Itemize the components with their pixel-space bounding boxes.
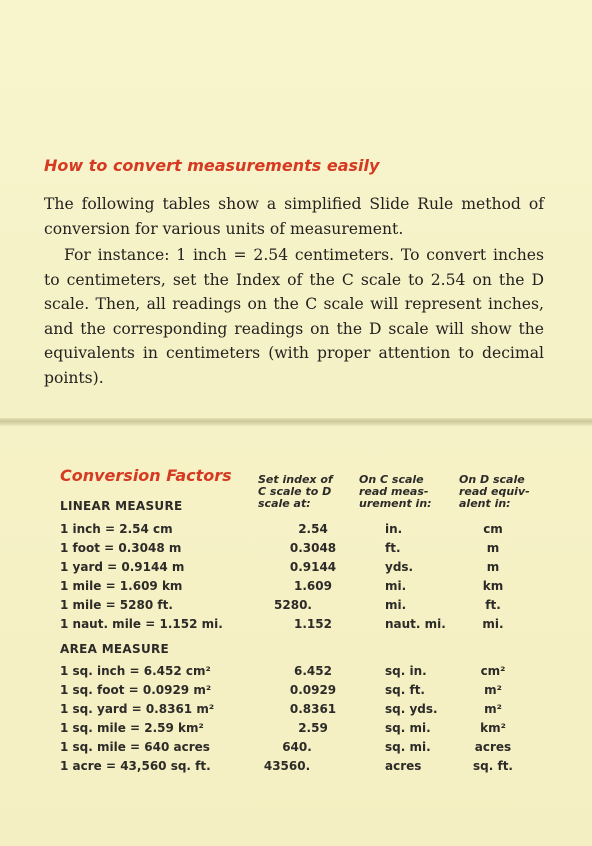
- table-row: [0, 702, 592, 721]
- section-label-linear: LINEAR MEASURE: [60, 499, 183, 513]
- conversion-cell: 1 sq. yard = 0.8361 m²: [60, 702, 215, 716]
- table-row: [0, 541, 592, 560]
- conversion-cell: 1 acre = 43,560 sq. ft.: [60, 759, 211, 773]
- d-scale-cell: acres: [474, 740, 512, 754]
- c-scale-cell: sq. in.: [385, 664, 427, 678]
- d-scale-cell: sq. ft.: [473, 759, 513, 773]
- index-cell: 5280.: [274, 598, 312, 612]
- d-scale-cell: cm²: [480, 664, 506, 678]
- index-cell: 640.: [282, 740, 312, 754]
- index-cell: 2.59: [298, 721, 328, 735]
- index-cell: 0.8361: [289, 702, 337, 716]
- index-cell: 0.0929: [289, 683, 337, 697]
- section-label-area: AREA MEASURE: [60, 642, 170, 656]
- intro-paragraph-1: The following tables show a simplified Slide Rule method of conversion for various units of measurement.: [44, 195, 544, 238]
- conversion-cell: 1 sq. foot = 0.0929 m²: [60, 683, 212, 697]
- c-scale-cell: sq. ft.: [385, 683, 425, 697]
- index-cell: 2.54: [298, 522, 328, 536]
- conversion-cell: 1 mile = 5280 ft.: [60, 598, 173, 612]
- column-header-index: Set index of C scale to D scale at:: [258, 473, 333, 510]
- c-scale-cell: sq. mi.: [385, 721, 431, 735]
- d-scale-cell: m: [486, 541, 500, 555]
- c-scale-cell: ft.: [385, 541, 401, 555]
- conversion-cell: 1 yard = 0.9144 m: [60, 560, 185, 574]
- table-row: [0, 683, 592, 702]
- index-cell: 1.609: [294, 579, 332, 593]
- table-row: [0, 759, 592, 778]
- c-scale-cell: in.: [385, 522, 403, 536]
- table-row: [0, 721, 592, 740]
- table-row: [0, 522, 592, 541]
- c-scale-cell: acres: [385, 759, 422, 773]
- conversion-cell: 1 inch = 2.54 cm: [60, 522, 173, 536]
- c-scale-cell: mi.: [385, 579, 407, 593]
- page-fold: [0, 418, 592, 426]
- index-cell: 0.9144: [289, 560, 337, 574]
- bleed-through-texture: [44, 62, 564, 132]
- conversion-cell: 1 foot = 0.3048 m: [60, 541, 182, 555]
- intro-paragraph-2: For instance: 1 inch = 2.54 centimeters. To convert inches to centimeters, set the Index of the C scale to 2.54 on the D scale. Then, all readings on the C scale will represent inches, and the corresponding readings on the D scale will show the equivalents in centimeters (with proper attention to decimal points).: [44, 246, 544, 387]
- column-header-d-scale: On D scale read equiv- alent in:: [459, 473, 530, 510]
- table-row: [0, 617, 592, 636]
- conversion-cell: 1 mile = 1.609 km: [60, 579, 183, 593]
- conversion-cell: 1 sq. inch = 6.452 cm²: [60, 664, 211, 678]
- d-scale-cell: cm: [483, 522, 503, 536]
- d-scale-cell: km²: [480, 721, 506, 735]
- conversion-factors-title: Conversion Factors: [60, 466, 232, 485]
- d-scale-cell: m²: [484, 702, 502, 716]
- conversion-cell: 1 sq. mile = 2.59 km²: [60, 721, 204, 735]
- table-row: [0, 560, 592, 579]
- table-row: [0, 664, 592, 683]
- d-scale-cell: m: [486, 560, 500, 574]
- d-scale-cell: mi.: [482, 617, 504, 631]
- d-scale-cell: m²: [484, 683, 502, 697]
- index-cell: 0.3048: [289, 541, 337, 555]
- conversion-cell: 1 sq. mile = 640 acres: [60, 740, 210, 754]
- conversion-cell: 1 naut. mile = 1.152 mi.: [60, 617, 223, 631]
- c-scale-cell: sq. yds.: [385, 702, 438, 716]
- table-row: [0, 579, 592, 598]
- table-row: [0, 598, 592, 617]
- c-scale-cell: mi.: [385, 598, 407, 612]
- d-scale-cell: ft.: [485, 598, 501, 612]
- c-scale-cell: naut. mi.: [385, 617, 446, 631]
- column-header-c-scale: On C scale read meas- urement in:: [359, 473, 432, 510]
- index-cell: 1.152: [294, 617, 332, 631]
- index-cell: 43560.: [263, 759, 311, 773]
- index-cell: 6.452: [294, 664, 332, 678]
- table-row: [0, 740, 592, 759]
- c-scale-cell: yds.: [385, 560, 414, 574]
- d-scale-cell: km: [482, 579, 504, 593]
- section-heading: How to convert measurements easily: [44, 156, 380, 175]
- c-scale-cell: sq. mi.: [385, 740, 431, 754]
